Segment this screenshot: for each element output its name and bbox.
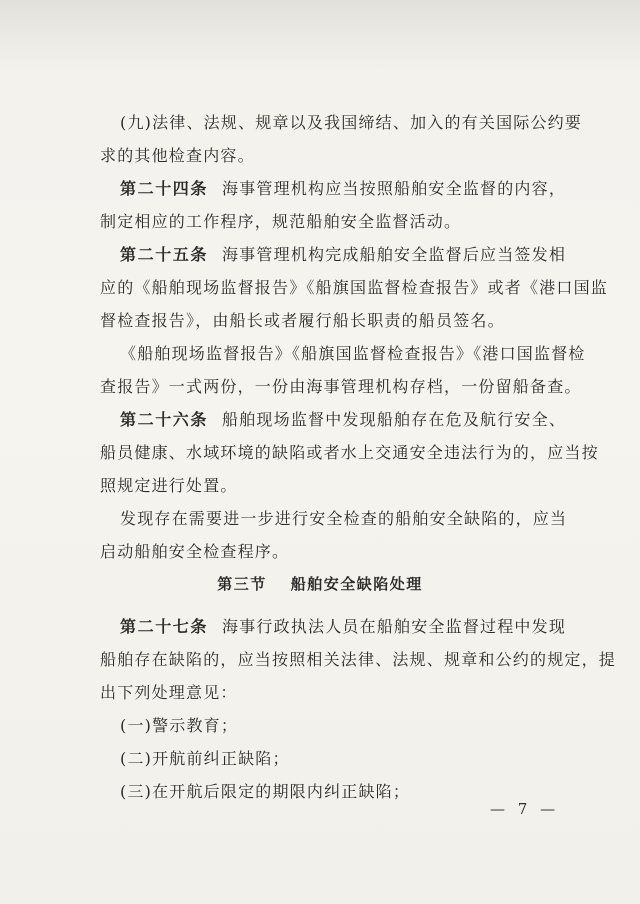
item-nine-line2: 求的其他检查内容。 — [100, 146, 255, 165]
article-26-text1: 船舶现场监督中发现船舶存在危及航行安全、 — [222, 410, 567, 429]
list-item: (三)在开航后限定的期限内纠正缺陷； — [120, 782, 411, 801]
article-25-line2: 应的《船舶现场监督报告》《船旗国监督检查报告》或者《港口国监 — [100, 278, 609, 297]
article-25-line3: 督检查报告》，由船长或者履行船长职责的船员签名。 — [100, 311, 505, 330]
article-24-label: 第二十四条 — [120, 179, 209, 198]
article-24-line1 — [120, 178, 566, 200]
article-26-line3: 照规定进行处置。 — [100, 476, 238, 495]
list-item: (一)警示教育； — [120, 716, 239, 735]
article-27-text1: 海事行政执法人员在船舶安全监督过程中发现 — [222, 617, 567, 636]
section-heading — [0, 573, 640, 594]
article-27-label: 第二十七条 — [120, 617, 209, 636]
article-26-para2-line1: 发现存在需要进一步进行安全检查的船舶安全缺陷的，应当 — [120, 509, 568, 528]
page-number: — 7 — — [490, 800, 560, 818]
article-26-para2-line2: 启动船舶安全检查程序。 — [100, 542, 290, 561]
item-nine-line1: (九)法律、法规、规章以及我国缔结、加入的有关国际公约要 — [120, 113, 583, 132]
article-24-line2: 制定相应的工作程序，规范船舶安全监督活动。 — [100, 212, 462, 231]
article-25-label: 第二十五条 — [120, 245, 209, 264]
article-27-line1 — [120, 616, 566, 638]
article-26-label: 第二十六条 — [120, 410, 209, 429]
section-title: 船舶安全缺陷处理 — [290, 575, 423, 593]
list-item: (二)开航前纠正缺陷； — [120, 749, 290, 768]
article-25-para2-line1: 《船舶现场监督报告》《船旗国监督检查报告》《港口国监督检 — [120, 344, 586, 363]
article-25-text1: 海事管理机构完成船舶安全监督后应当签发相 — [222, 245, 567, 264]
article-25-line1 — [120, 244, 566, 266]
section-number: 第三节 — [217, 575, 267, 593]
article-24-text1: 海事管理机构应当按照船舶安全监督的内容， — [222, 179, 567, 198]
article-26-line2: 船员健康、水域环境的缺陷或者水上交通安全违法行为的，应当按 — [100, 443, 599, 462]
article-26-line1 — [120, 409, 566, 431]
article-27-line2: 船舶存在缺陷的，应当按照相关法律、法规、规章和公约的规定，提 — [100, 650, 617, 669]
article-27-line3: 出下列处理意见： — [100, 683, 238, 702]
article-25-para2-line2: 查报告》一式两份，一份由海事管理机构存档，一份留船备查。 — [100, 377, 582, 396]
